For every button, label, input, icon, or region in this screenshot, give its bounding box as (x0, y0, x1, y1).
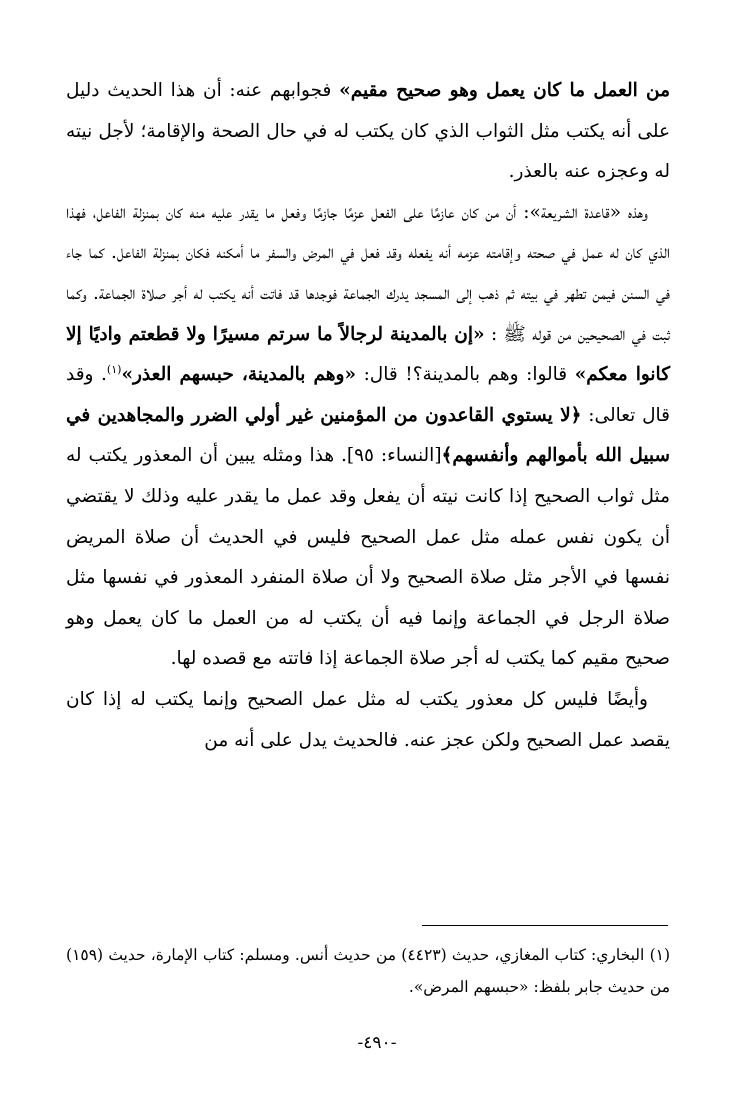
quoted-text: «وهم بالمدينة، حبسهم العذر» (121, 364, 357, 386)
footnotes-section (66, 939, 670, 1003)
footnote-separator (422, 925, 668, 926)
text-run: وهذه «قاعدة الشريعة»: أن من كان عازمًا على الفعل عزمًا جازمًا وفعل ما يقدر عليه منه كان بمنزلة الفاعل، فهذا الذي كان له عمل في صحته وإقامته عزمه أنه يفعله وقد فعل في المرض والسفر ما أمكنه فكان بمنزلة الفاعل. كما جاء في السنن فيمن تطهر في بيته ثم ذهب إلى المسجد يدرك الجماعة فوجدها قد فاتت أنه يكتب له أجر صلاة الجماعة. وكما ثبت في الصحيحين من قوله ﷺ : (66, 201, 670, 345)
text-run: . وقد قال تعالى: (66, 364, 670, 426)
footnote: (١) البخاري: كتاب المغازي، حديث (٤٤٢٣) من حديث أنس. ومسلم: كتاب الإمارة، حديث (١٥٩) من حديث جابر بلفظ: «حبسهم المرض». (66, 946, 671, 996)
text-run: وأيضًا فليس كل معذور يكتب له مثل عمل الصحيح وإنما يكتب له إذا كان يقصد عمل الصحيح ولكن عجز عنه. فالحديث يدل على أنه من (66, 688, 670, 751)
paragraph (66, 71, 670, 193)
footnote-marker: (١) (106, 363, 122, 376)
paragraph (66, 193, 670, 680)
page-number: -٤٩٠- (357, 1033, 397, 1053)
main-text-body (66, 71, 670, 761)
quoted-text: ﴿لا يستوي القاعدون من المؤمنين غير أولي الضرر والمجاهدين في سبيل الله بأموالهم وأنفسهم﴾ (66, 404, 671, 467)
quoted-text: «إن بالمدينة لرجالاً ما سرتم مسيرًا ولا قطعتم واديًا إلا كانوا معكم» (66, 323, 671, 386)
quoted-text: من العمل ما كان يعمل وهو صحيح مقيم» (339, 80, 670, 101)
paragraph (66, 680, 670, 761)
text-run: قالوا: وهم بالمدينة؟! قال: (356, 364, 575, 386)
text-run: [النساء: ٩٥]. هذا ومثله يبين أن المعذور يكتب له مثل ثواب الصحيح إذا كانت نيته أن يفعل وقد عمل ما يقدر عليه وذلك لا يقتضي أن يكون نفس عمله مثل عمل الصحيح فليس في الحديث أن صلاة المريض نفسها في الأجر مثل صلاة الصحيح ولا أن صلاة المنفرد المعذور في نفسها مثل صلاة الرجل في الجماعة وإنما فيه أن يكتب له من العمل ما كان يعمل وهو صحيح مقيم كما يكتب له أجر صلاة الجماعة إذا فاتته مع قصده لها. (66, 445, 670, 670)
text-run: فجوابهم عنه: أن هذا الحديث دليل على أنه يكتب مثل الثواب الذي كان يكتب له في حال الصحة والإقامة؛ لأجل نيته له وعجزه عنه بالعذر. (66, 80, 670, 183)
